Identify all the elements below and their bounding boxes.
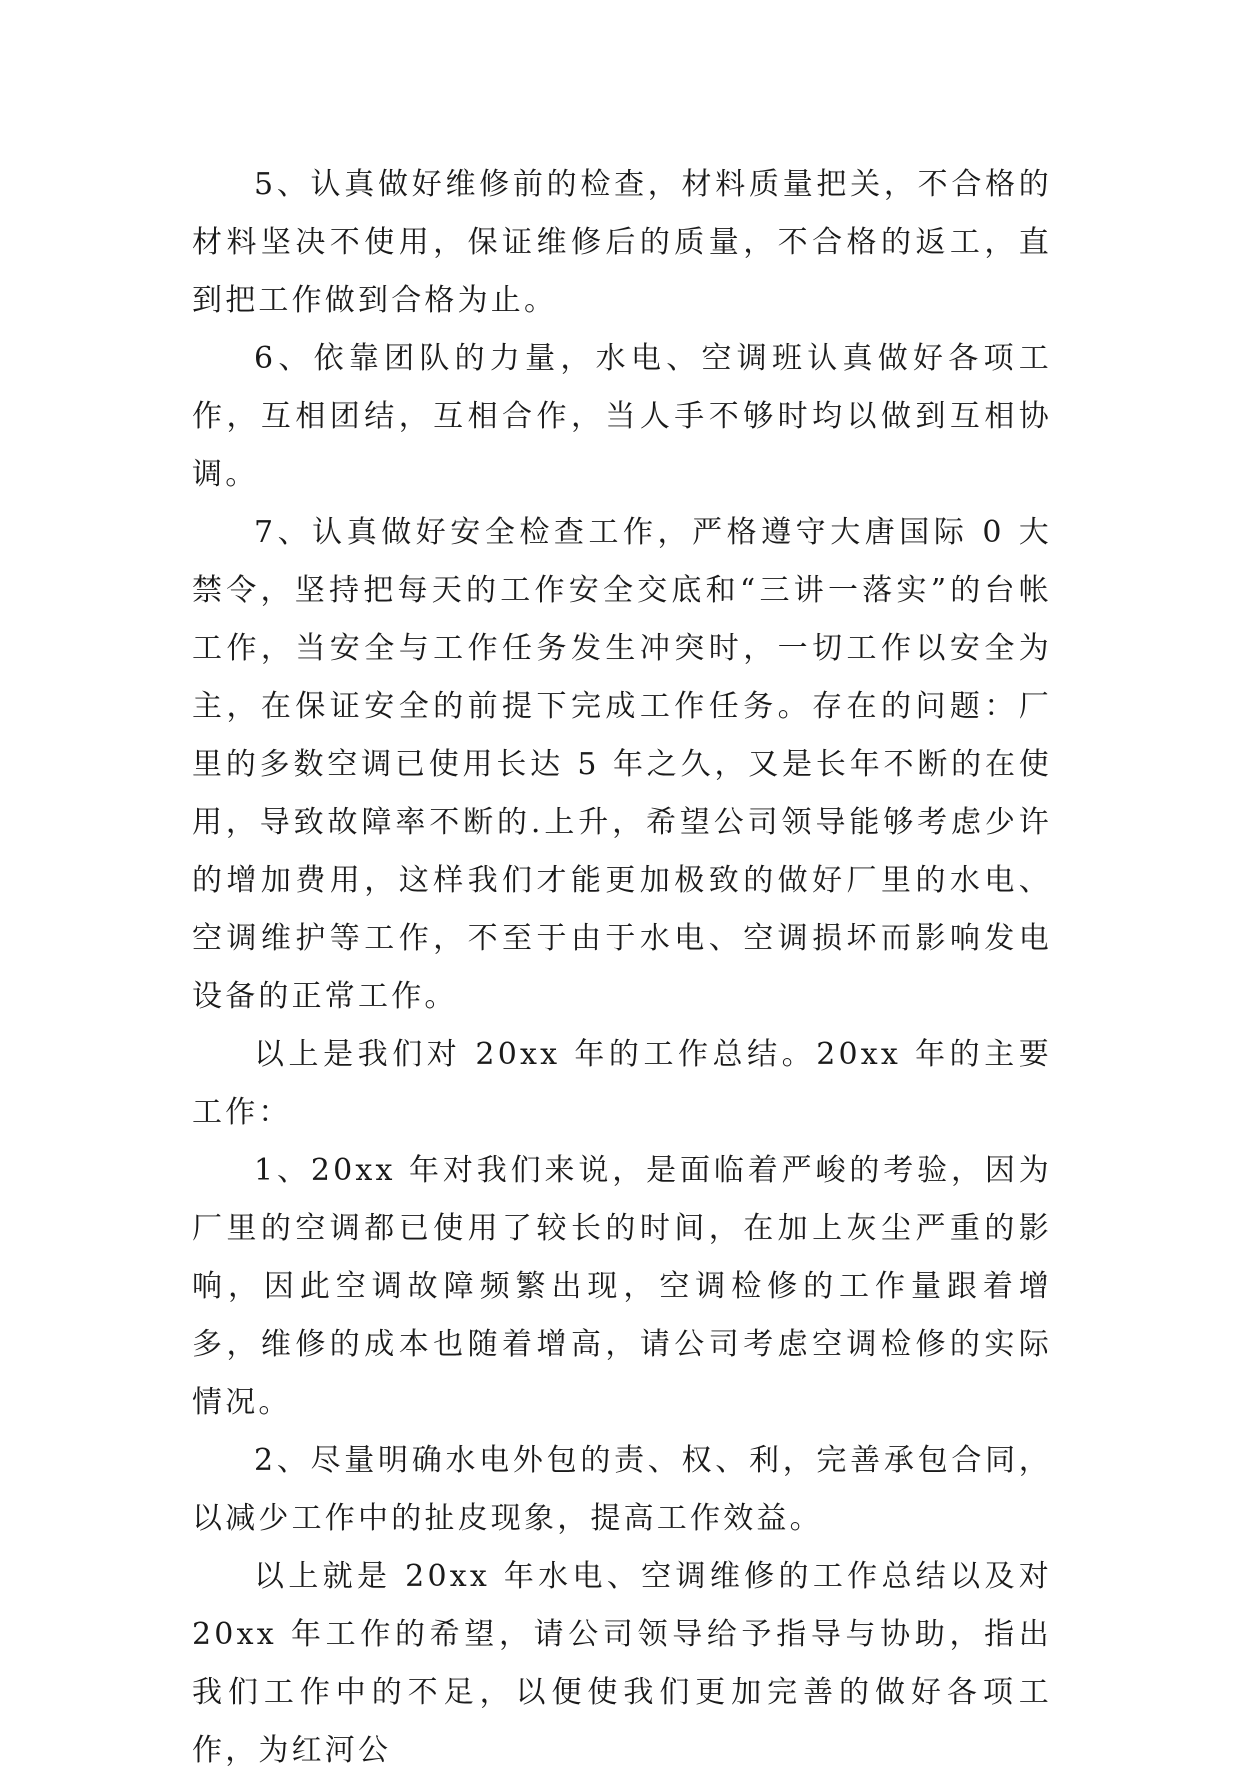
document-body	[192, 156, 1052, 1780]
paragraph-summary: 以上是我们对 20xx 年的工作总结。20xx 年的主要工作：	[192, 1037, 1052, 1130]
paragraph-plan-1: 1、20xx 年对我们来说，是面临着严峻的考验，因为厂里的空调都已使用了较长的时间，在加上灰尘严重的影响，因此空调故障频繁出现，空调检修的工作量跟着增多，维修的成本也随着增高，请公司考虑空调检修的实际情况。	[192, 1153, 1052, 1420]
paragraph-item-5: 5、认真做好维修前的检查，材料质量把关，不合格的材料坚决不使用，保证维修后的质量，不合格的返工，直到把工作做到合格为止。	[192, 167, 1052, 318]
paragraph-conclusion: 以上就是 20xx 年水电、空调维修的工作总结以及对 20xx 年工作的希望，请公司领导给予指导与协助，指出我们工作中的不足，以便使我们更加完善的做好各项工作，为红河公	[192, 1559, 1052, 1768]
paragraph-item-7: 7、认真做好安全检查工作，严格遵守大唐国际 0 大禁令，坚持把每天的工作安全交底和“三讲一落实”的台帐工作，当安全与工作任务发生冲突时，一切工作以安全为主，在保证安全的前提下完成工作任务。存在的问题：厂里的多数空调已使用长达 5 年之久，又是长年不断的在使用，导致故障率不断的.上升，希望公司领导能够考虑少许的增加费用，这样我们才能更加极致的做好厂里的水电、空调维护等工作，不至于由于水电、空调损坏而影响发电设备的正常工作。	[192, 515, 1052, 1014]
paragraph-plan-2: 2、尽量明确水电外包的责、权、利，完善承包合同，以减少工作中的扯皮现象，提高工作效益。	[192, 1443, 1052, 1536]
paragraph-item-6: 6、依靠团队的力量，水电、空调班认真做好各项工作，互相团结，互相合作，当人手不够时均以做到互相协调。	[192, 341, 1052, 492]
